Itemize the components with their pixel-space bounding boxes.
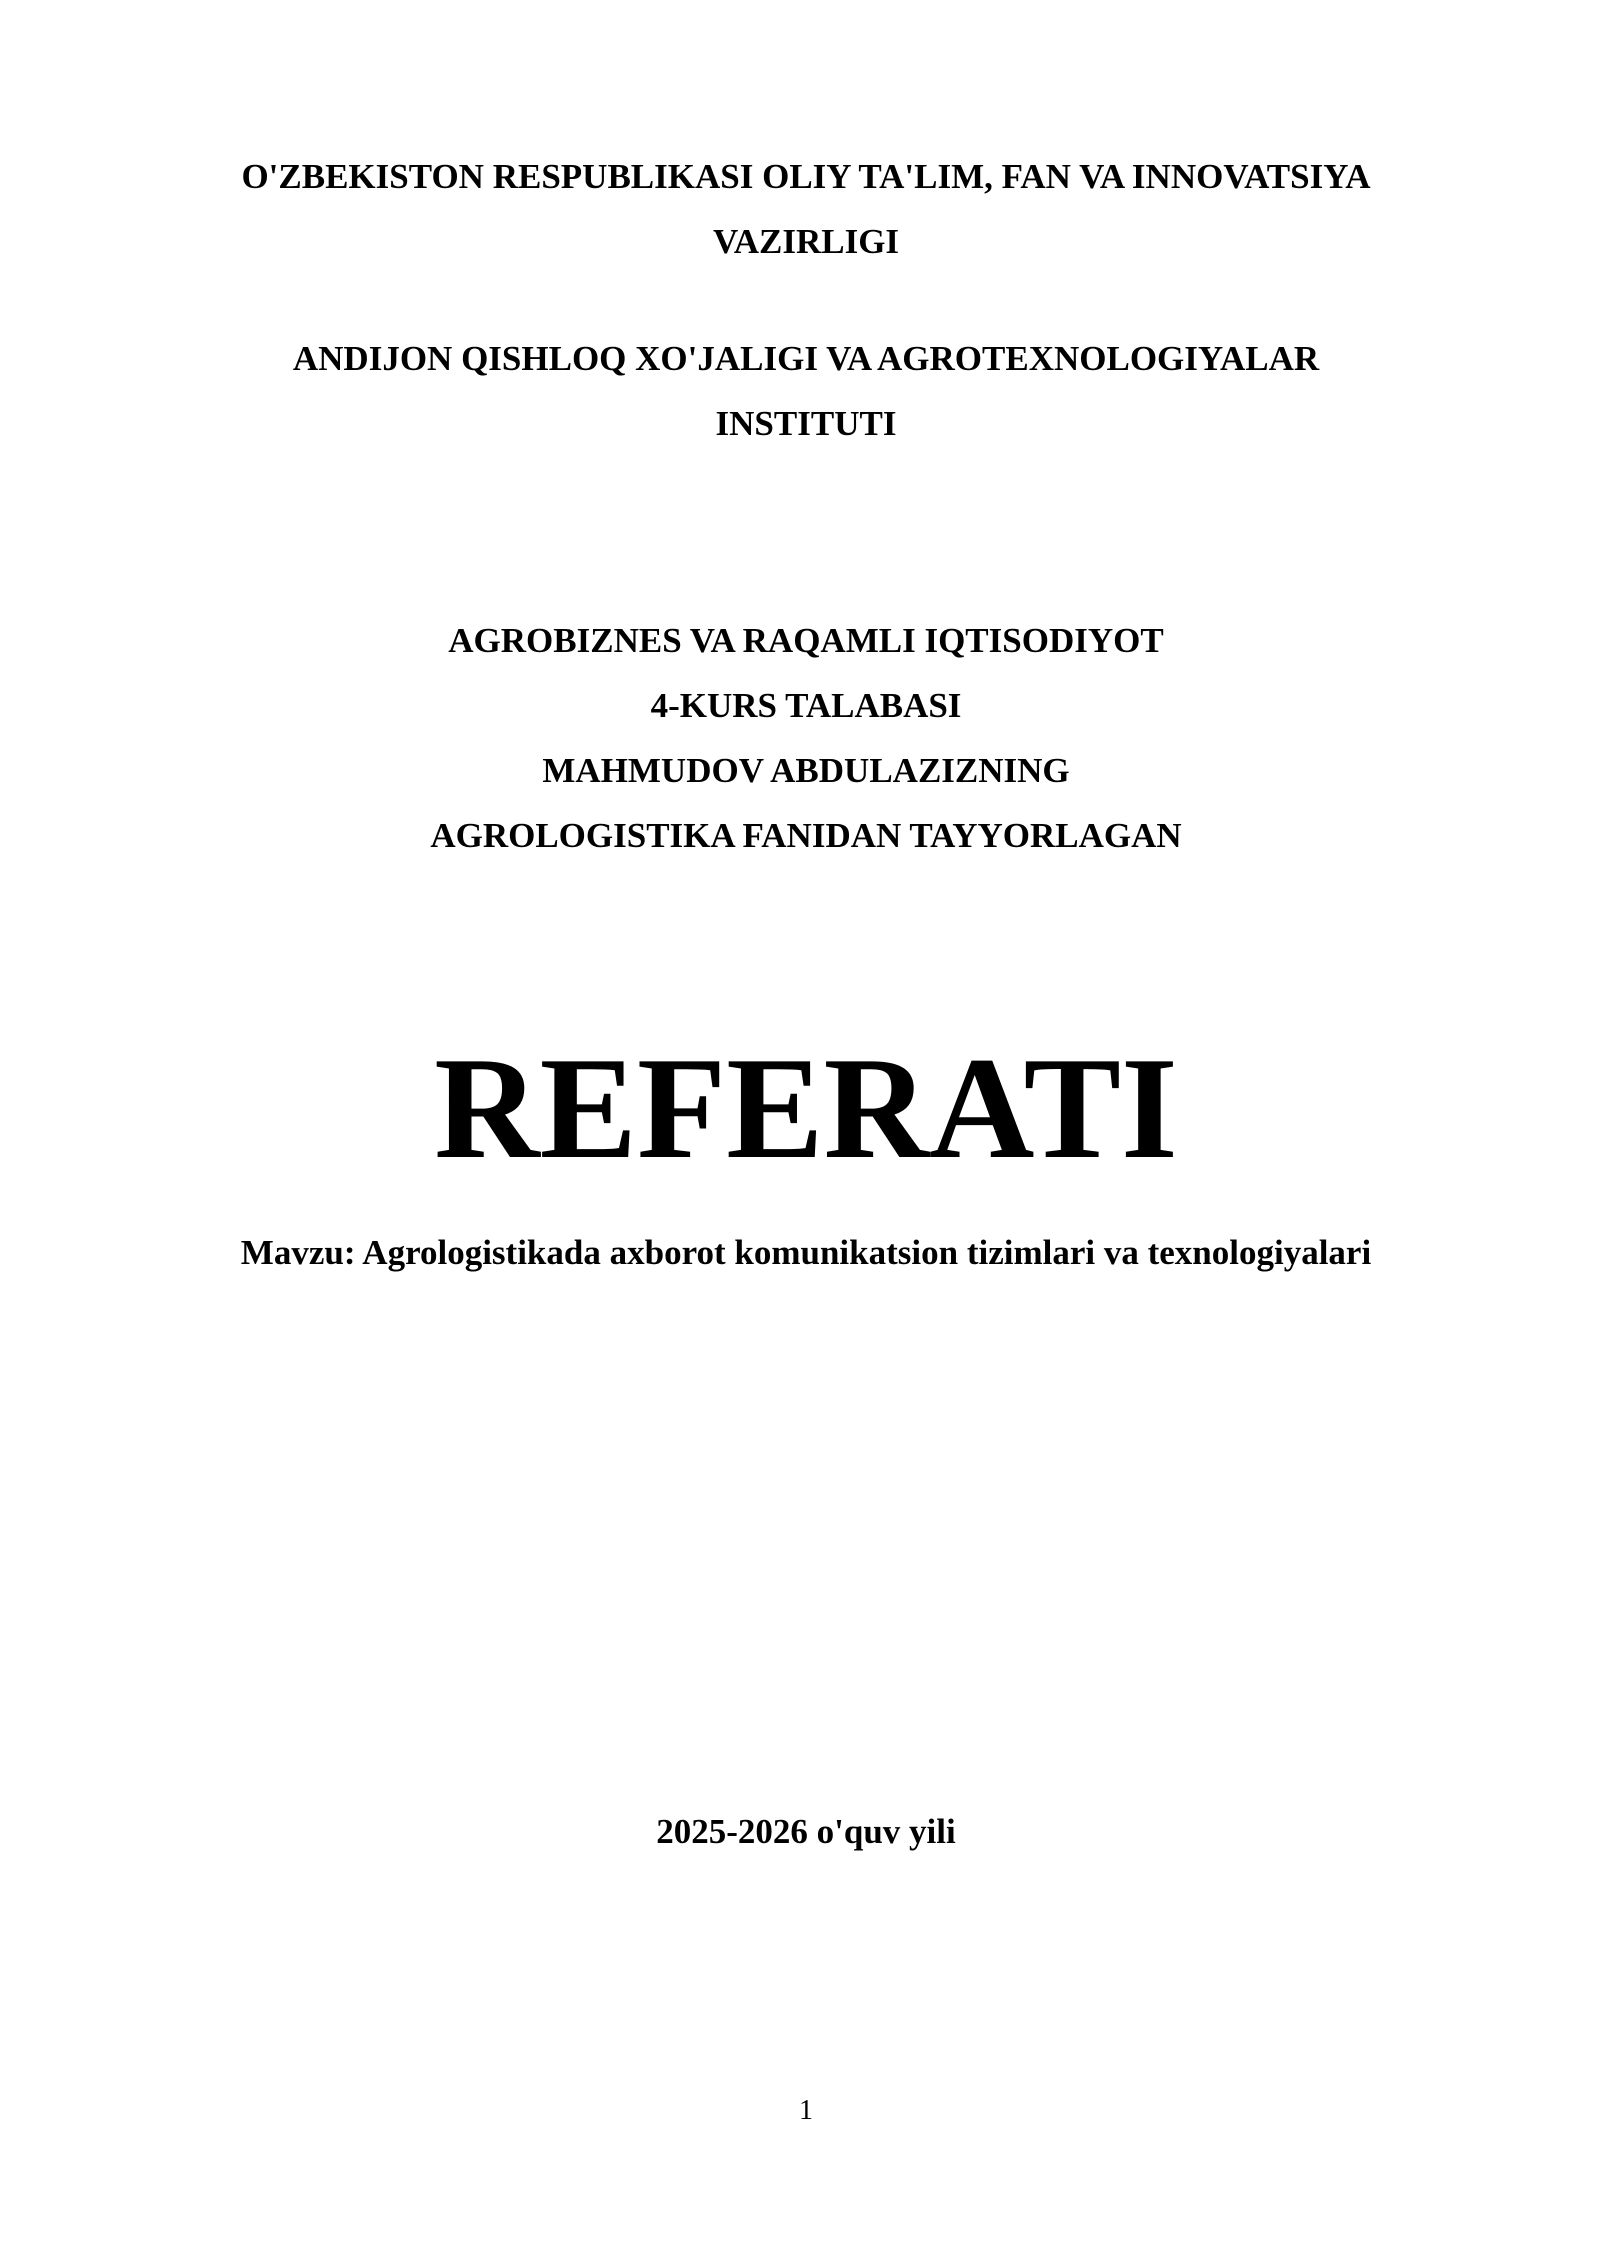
document-title: REFERATI (434, 1027, 1178, 1189)
academic-year: 2025-2026 o'quv yili (656, 1812, 956, 1851)
author-subject: AGROLOGISTIKA FANIDAN TAYYORLAGAN (430, 816, 1182, 855)
author-department: AGROBIZNES VA RAQAMLI IQTISODIYOT (448, 621, 1164, 660)
author-course: 4-KURS TALABASI (650, 686, 962, 725)
ministry-name-line-1: O'ZBEKISTON RESPUBLIKASI OLIY TA'LIM, FAN VA INNOVATSIYA (241, 157, 1371, 196)
institute-name-line-1: ANDIJON QISHLOQ XO'JALIGI VA AGROTEXNOLOGIYALAR (292, 339, 1320, 378)
page-number: 1 (799, 2095, 813, 2126)
institute-name-line-2: INSTITUTI (715, 404, 897, 443)
author-name: MAHMUDOV ABDULAZIZNING (542, 751, 1070, 790)
document-topic: Mavzu: Agrologistikada axborot komunikatsion tizimlari va texnologiyalari (240, 1233, 1372, 1272)
ministry-name-line-2: VAZIRLIGI (712, 222, 900, 261)
